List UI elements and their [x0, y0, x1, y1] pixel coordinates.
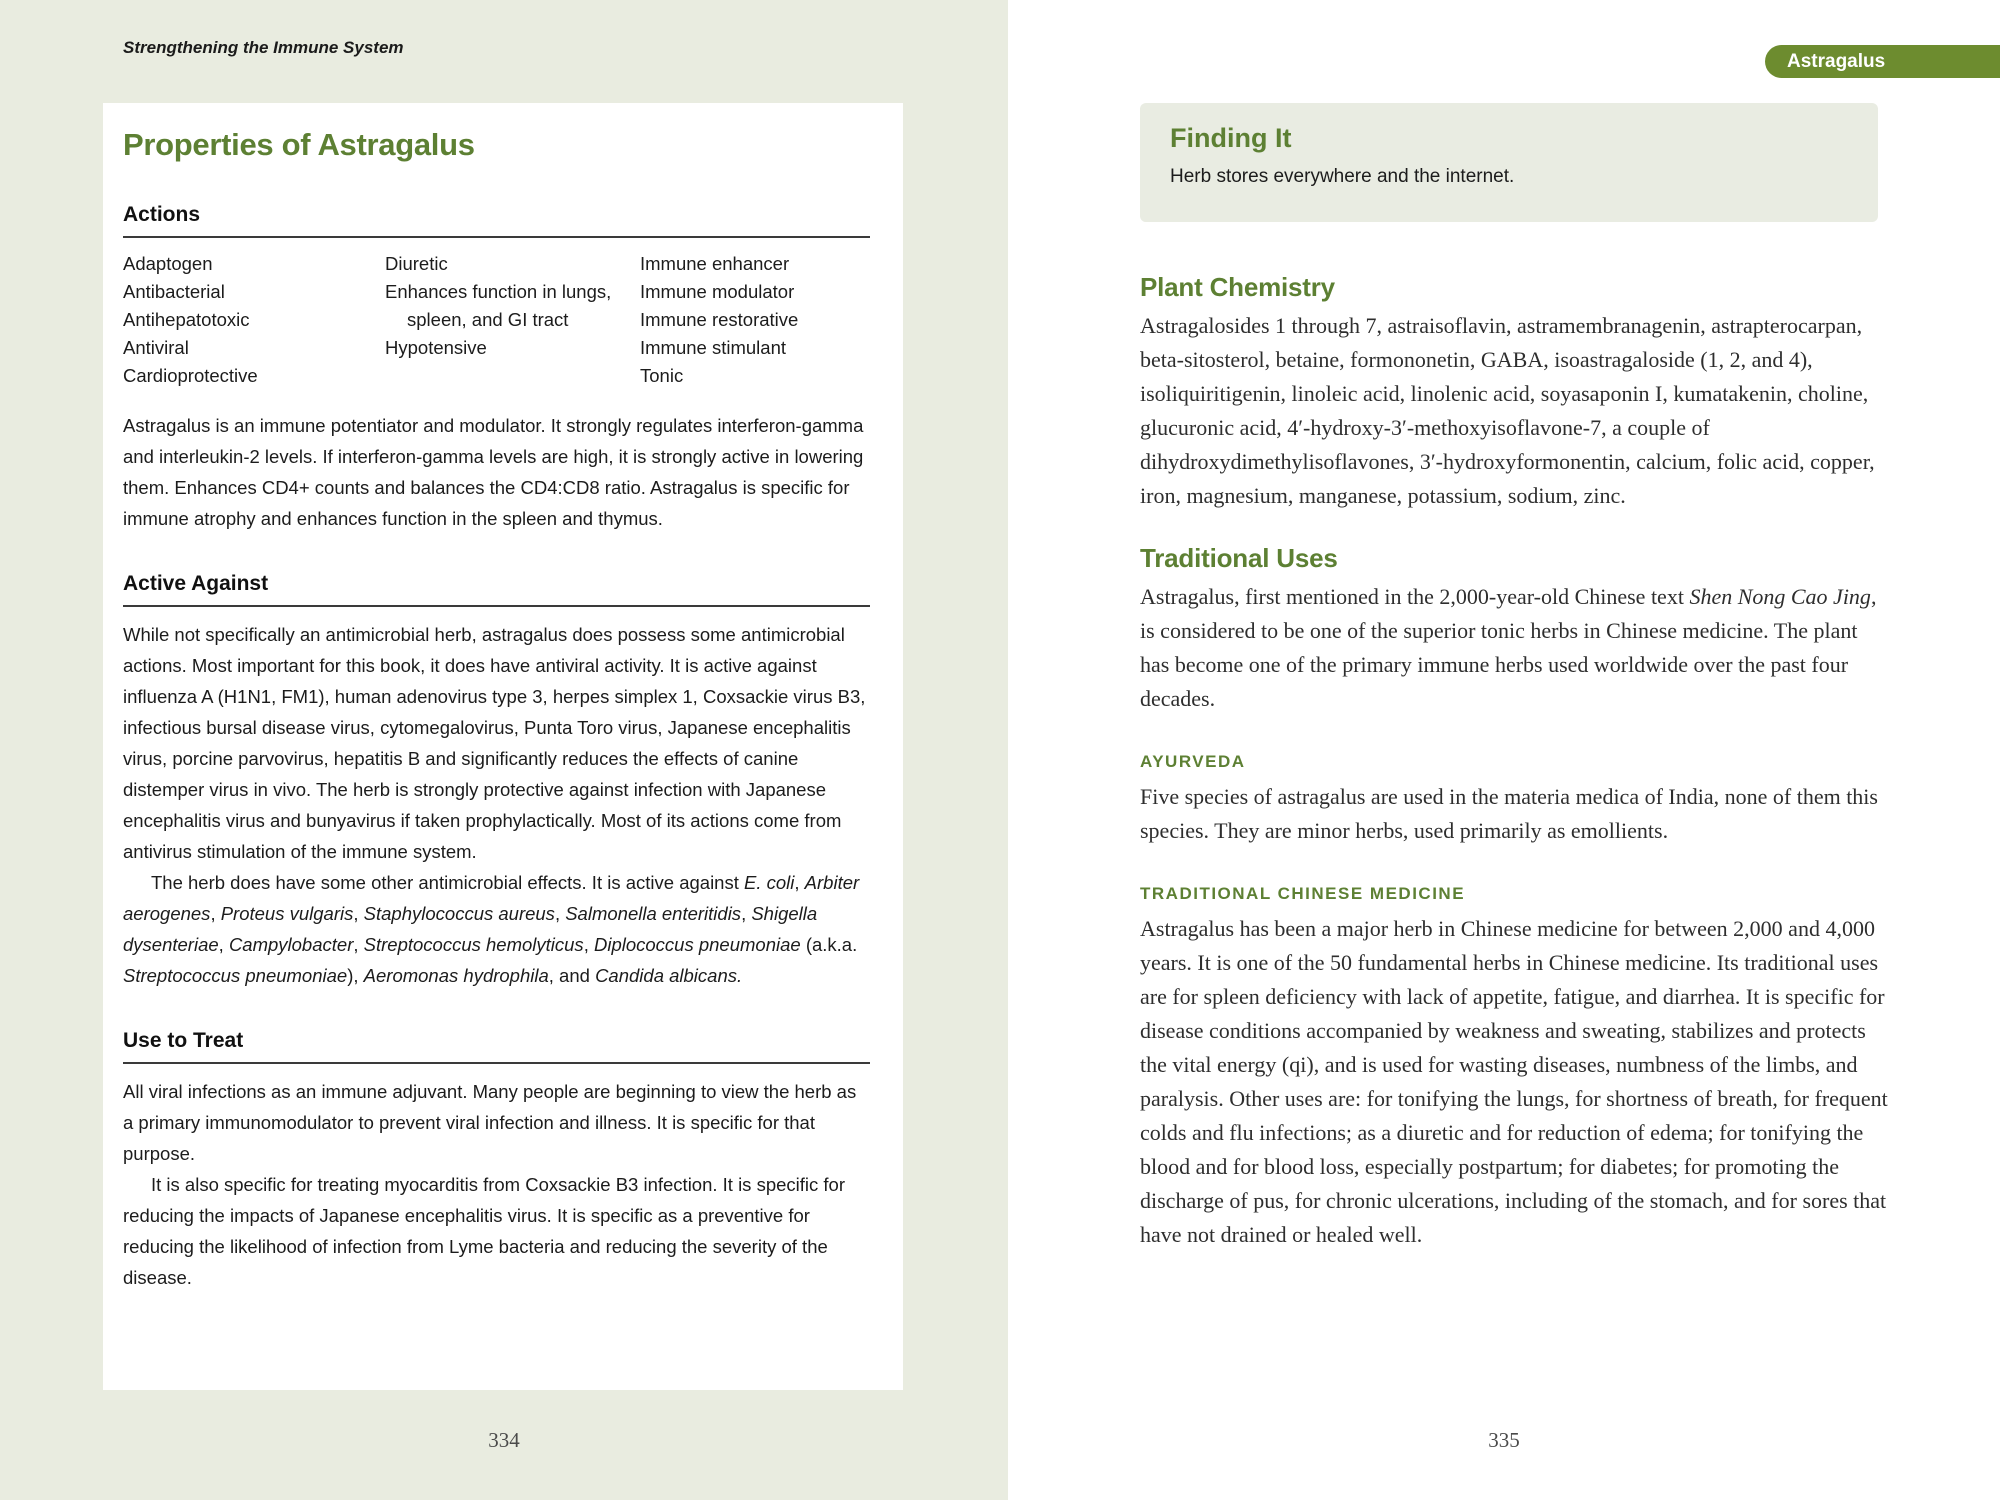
tcm-paragraph: Astragalus has been a major herb in Chinese medicine for between 2,000 and 4,000 years. It is one of the 50 fundamental herbs in Chinese medicine. Its traditional uses are for spleen deficiency with lack of appetite, fatigue, and diarrhea. It is specific for disease conditions accompanied by weakness and sweating, stabilizes and protects the vital energy (qi), and is used for wasting diseases, numbness of the limbs, and paralysis. Other uses are: for tonifying the lungs, for shortness of breath, for frequent colds and flu infections; as a diuretic and for reduction of edema; for tonifying the blood and for blood loss, especially postpartum; for diabetes; for promoting the discharge of pus, for chronic ulcerations, including of the stomach, and for sores that have not drained or healed well.	[1140, 916, 1888, 1247]
list-item: Hypotensive	[385, 336, 487, 358]
plant-chemistry-paragraph: Astragalosides 1 through 7, astraisoflavin, astramembranagenin, astrapterocarpan, beta-sitosterol, betaine, formononetin, GABA, isoastragaloside (1, 2, and 4), isoliquiritigenin, linoleic acid, linolenic acid, soyasaponin I, kumatakenin, choline, glucuronic acid, 4′-hydroxy-3′-methoxyisoflavone-7, a couple of dihydroxydimethylisoflavones, 3′-hydroxyformonentin, calcium, folic acid, copper, iron, magnesium, manganese, potassium, sodium, zinc.	[1140, 313, 1875, 508]
actions-table	[123, 250, 870, 390]
page-number-left: 334	[488, 1428, 520, 1452]
use-to-treat-paragraph-1: All viral infections as an immune adjuvant. Many people are beginning to view the herb as a primary immunomodulator to prevent viral infection and illness. It is specific for that purpose.	[123, 1080, 857, 1164]
list-item: Adaptogen	[123, 252, 213, 274]
properties-box	[103, 103, 903, 1390]
traditional-uses-paragraph: Astragalus, first mentioned in the 2,000-year-old Chinese text Shen Nong Cao Jing, is considered to be one of the superior tonic herbs in Chinese medicine. The plant has become one of the primary immune herbs used worldwide over the past four decades.	[1140, 584, 1877, 711]
list-item: Enhances function in lungs, spleen, and GI tract	[385, 280, 612, 330]
actions-heading: Actions	[123, 203, 870, 238]
active-against-paragraph-1: While not specifically an antimicrobial herb, astragalus does possess some antimicrobial actions. Most important for this book, it does have antiviral activity. It is active against influenza A (H1N1, FM1), human adenovirus type 3, herpes simplex 1, Coxsackie virus B3, infectious bursal disease virus, cytomegalovirus, Punta Toro virus, Japanese encephalitis virus, porcine parvovirus, hepatitis B and significantly reduces the effects of canine distemper virus in vivo. The herb is strongly protective against infection with Japanese encephalitis virus and bunyavirus if taken prophylactically. Most of its actions come from antivirus stimulation of the immune system.	[123, 623, 866, 862]
list-item: Cardioprotective	[123, 364, 258, 386]
right-page	[1008, 0, 2000, 1500]
properties-box-title: Properties of Astragalus	[123, 127, 475, 162]
chapter-tab: Astragalus	[1765, 45, 2000, 78]
finding-it-body: Herb stores everywhere and the internet.	[1170, 166, 1515, 187]
ayurveda-paragraph: Five species of astragalus are used in the materia medica of India, none of them this species. They are minor herbs, used primarily as emollients.	[1140, 784, 1878, 843]
active-against-paragraph-2: The herb does have some other antimicrobial effects. It is active against E. coli, Arbiter aerogenes, Proteus vulgaris, Staphylococcus aureus, Salmonella enteritidis, Shigella dysenteriae, Campylobacter, Streptococcus hemolyticus, Diplococcus pneumoniae (a.k.a. Streptococcus pneumoniae), Aeromonas hydrophila, and Candida albicans.	[123, 871, 860, 986]
right-page-main-column	[1140, 272, 1888, 1252]
actions-column-2	[385, 250, 640, 390]
list-item: Antihepatotoxic	[123, 308, 250, 330]
traditional-uses-heading: Traditional Uses	[1140, 543, 1338, 573]
actions-column-3	[640, 250, 870, 390]
use-to-treat-paragraph-2: It is also specific for treating myocarditis from Coxsackie B3 infection. It is specific for reducing the impacts of Japanese encephalitis virus. It is specific as a preventive for reducing the likelihood of infection from Lyme bacteria and reducing the severity of the disease.	[123, 1173, 845, 1288]
section-use-to-treat	[123, 1029, 870, 1293]
plant-chemistry-heading: Plant Chemistry	[1140, 272, 1335, 302]
list-item: Antibacterial	[123, 280, 225, 302]
actions-intro-paragraph: Astragalus is an immune potentiator and modulator. It strongly regulates interferon-gamma and interleukin-2 levels. If interferon-gamma levels are high, it is strongly active in lowering them. Enhances CD4+ counts and balances the CD4:CD8 ratio. Astragalus is specific for immune atrophy and enhances function in the spleen and thymus.	[123, 414, 864, 529]
list-item: Antiviral	[123, 336, 189, 358]
list-item: Immune enhancer	[640, 252, 790, 274]
ayurveda-heading: AYURVEDA	[1140, 752, 1246, 771]
finding-it-box	[1140, 103, 1878, 222]
finding-it-title: Finding It	[1170, 123, 1292, 153]
list-item: Immune modulator	[640, 280, 795, 302]
list-item: Diuretic	[385, 252, 448, 274]
list-item: Immune restorative	[640, 308, 799, 330]
running-head: Strengthening the Immune System	[123, 38, 404, 57]
list-item: Tonic	[640, 364, 684, 386]
use-to-treat-heading: Use to Treat	[123, 1029, 870, 1064]
active-against-heading: Active Against	[123, 572, 870, 607]
tcm-heading: TRADITIONAL CHINESE MEDICINE	[1140, 884, 1466, 903]
page-number-right: 335	[1488, 1428, 1520, 1452]
actions-column-1	[123, 250, 385, 390]
section-actions	[123, 203, 870, 534]
section-active-against	[123, 572, 870, 991]
list-item: Immune stimulant	[640, 336, 786, 358]
